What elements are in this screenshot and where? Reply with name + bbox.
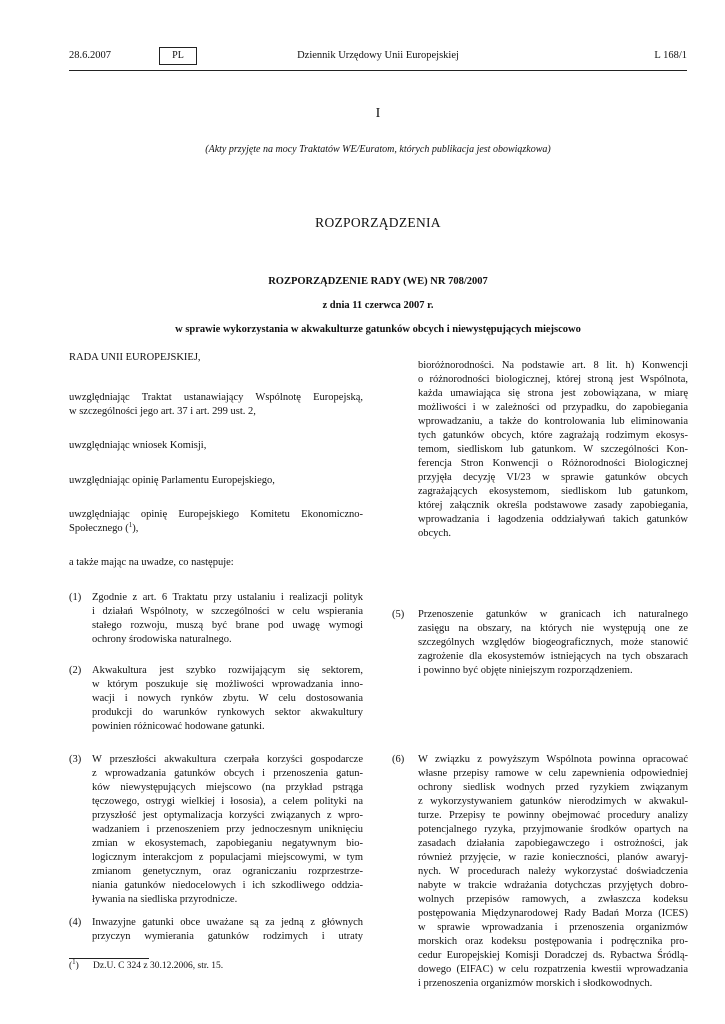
footnote-ref: 1 [128, 521, 133, 529]
language-badge: PL [159, 47, 197, 65]
recital-number: (3) [69, 754, 82, 765]
section-title: ROZPORZĄDZENIA [315, 215, 441, 230]
recital-number: (4) [69, 917, 82, 928]
recital-number: (2) [69, 665, 82, 676]
recital-6: W związku z powyższym Wspólnota powinna opracować własne przepisy ramowe w celu zapewnienia odpowiedniej ochrony siedlisk wodnych przed ryzykiem związanym z wykorzystywaniem gatunków nierodzimych w akwakul- turze. Przepisy te powinny obejmować procedury analizy potencjalnego ryzyka, przyjmowanie środków opartych na zasadach działania zapobiegawczego i ostrożności, jak również przyjęcie, w razie konieczności, planów awaryj- nych. W procedurach należy wykorzystać doświadczenia nabyte w trakcie wdrażania dotychczas przyjętych dobro- wolnych przepisów ramowych, a zwłaszcza kodeksu postępowania Międzynarodowej Rady Badań Morza (ICES) w sprawie wprowadzania i przenoszenia organizmów morskich oraz kodeksu postępowania i podręcznika pro- cedur Europejskiej Komisji Doradczej ds. Rybactwa Śródlą- dowego (EIFAC) w celu rozpatrzenia kwestii wprowadzania i przenoszenia organizmów morskich i słodkowodnych. [418, 754, 688, 989]
recital-number: (6) [392, 754, 405, 765]
footnote [69, 960, 223, 972]
journal-header [69, 46, 687, 68]
committee-clause: uwzględniając opinię Europejskiego Komitetu Ekonomiczno- Społecznego ($^1$), [69, 509, 363, 534]
recital-4: Inwazyjne gatunki obce uważane są za jedną z głównych przyczyn wymierania gatunków rodzimych i utraty [92, 917, 363, 942]
recital-3: W przeszłości akwakultura czerpała korzyści gospodarcze z wprowadzania gatunków obcych i przenoszenia gatun- ków niewystępujących miejscowo (na przykład pstrąga tęczowego, ostrygi wielkiej i łososia), a celem polityki na przyszłość jest optymalizacja korzyści związanych z wpro- wadzaniem i przenoszeniem przy jednoczesnym uniknięciu zmian w ekosystemach, zapobieganiu negatywnym bio- logicznym interakcjom z populacjami miejscowymi, w tym zmianom genetycznym, oraz ograniczaniu rozprzestrze- niania gatunków niedocelowych i ich szkodliwego oddzia- ływania na siedliska przyrodnicze. [92, 754, 363, 905]
page-reference: L 168/1 [654, 50, 687, 61]
treaty-clause: uwzględniając Traktat ustanawiający Wspólnotę Europejską, w szczególności jego art. 37 i art. 299 ust. 2, [69, 392, 363, 417]
journal-name: Dziennik Urzędowy Unii Europejskiej [297, 50, 459, 61]
header-divider [69, 70, 687, 71]
commission-clause: uwzględniając wniosek Komisji, [69, 440, 207, 451]
recital-number: (5) [392, 609, 405, 620]
publication-date: 28.6.2007 [69, 50, 111, 61]
regulation-subject: w sprawie wykorzystania w akwakulturze gatunków obcych i niewystępujących miejscowo [175, 324, 581, 335]
footnote-marker: ($^1$) [69, 958, 79, 971]
footnote-divider [69, 958, 149, 959]
recital-number: (1) [69, 592, 82, 603]
recital-5: Przenoszenie gatunków w granicach ich naturalnego zasięgu na obszary, na których nie występują one ze szczególnych względów biogeograficznych, może stanowić zagrożenie dla ekosystemów istniejących na tych obszarach i powinno być objęte niniejszym rozporządzeniem. [418, 609, 688, 676]
recital-4-continued: bioróżnorodności. Na podstawie art. 8 lit. h) Konwencji o różnorodności biologicznej, której stroną jest Wspólnota, każda umawiająca się strona jest zobowiązana, w miarę możliwości i w zależności od przypadku, do zapobiegania wprowadzaniu, a także do kontrolowania lub eliminowania tych gatunków obcych, które zagrażają rodzimym ekosys- temom, siedliskom lub gatunkom. W szczególności Kon- ferencja Stron Konwencji o Różnorodności Biologicznej przyjęła decyzję VI/23 w sprawie gatunków obcych zagrażających ekosystemom, siedliskom lub gatunkom, której załącznik określa podstawowe zasady zapobiegania, wprowadzania i łagodzenia oddziaływań takich gatunków obcych. [418, 360, 688, 539]
acts-note: (Akty przyjęte na mocy Traktatów WE/Euratom, których publikacja jest obowiązkowa) [205, 144, 551, 155]
recital-2: Akwakultura jest szybko rozwijającym się sektorem, w którym poszukuje się możliwości wprowadzania inno- wacji i nowych rynków zbytu. W celu dostosowania produkcji do warunków rynkowych sektor akwakultury powinien różnicować hodowane gatunki. [92, 665, 363, 732]
parliament-clause: uwzględniając opinię Parlamentu Europejskiego, [69, 475, 275, 486]
whereas-line: a także mając na uwadze, co następuje: [69, 557, 234, 568]
part-number: I [375, 106, 381, 121]
regulation-title: ROZPORZĄDZENIE RADY (WE) NR 708/2007 [268, 276, 488, 287]
footnote-text: Dz.U. C 324 z 30.12.2006, str. 15. [93, 961, 224, 971]
council-line: RADA UNII EUROPEJSKIEJ, [69, 352, 201, 363]
recital-1: Zgodnie z art. 6 Traktatu przy ustalaniu i realizacji polityk i działań Wspólnoty, w szczególności w celu wspierania stałego rozwoju, muszą być brane pod uwagę wymogi ochrony środowiska naturalnego. [92, 592, 363, 645]
regulation-date: z dnia 11 czerwca 2007 r. [322, 300, 434, 311]
